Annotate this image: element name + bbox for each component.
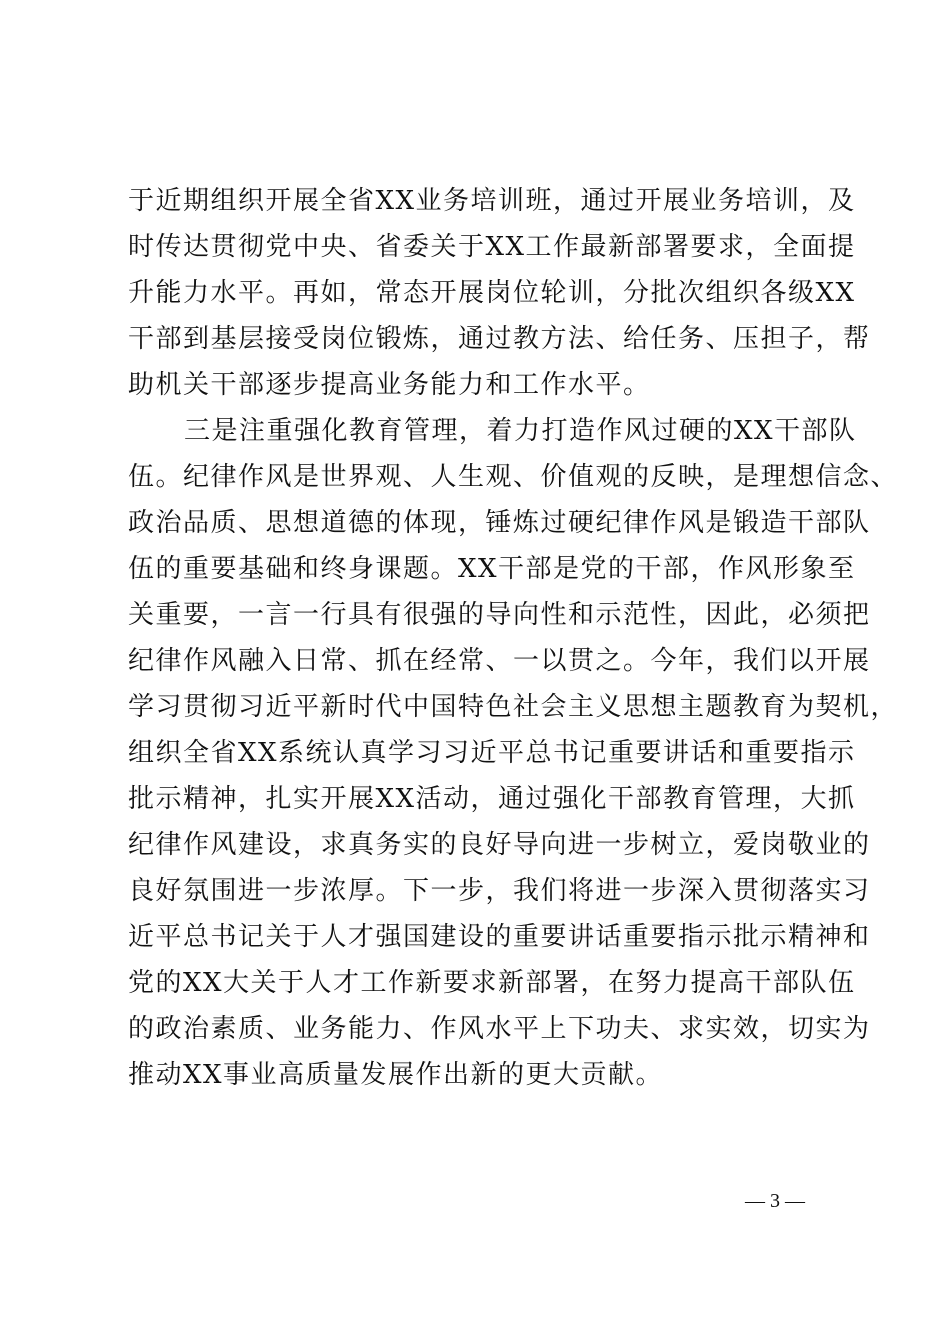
text-line: 时传达贯彻党中央、省委关于XX工作最新部署要求，全面提 bbox=[128, 232, 856, 262]
text-line: 近平总书记关于人才强国建设的重要讲话重要指示批示精神和 bbox=[128, 922, 871, 952]
text-line: 伍的重要基础和终身课题。XX干部是党的干部，作风形象至 bbox=[128, 554, 856, 584]
text-line: 关重要，一言一行具有很强的导向性和示范性，因此，必须把 bbox=[128, 600, 871, 630]
text-line: 学习贯彻习近平新时代中国特色社会主义思想主题教育为契机， bbox=[128, 692, 899, 722]
text-line: 于近期组织开展全省XX业务培训班，通过开展业务培训，及 bbox=[128, 186, 856, 216]
text-line: 政治品质、思想道德的体现，锤炼过硬纪律作风是锻造干部队 bbox=[128, 508, 871, 538]
text-line: 纪律作风建设，求真务实的良好导向进一步树立，爱岗敬业的 bbox=[128, 830, 871, 860]
text-line: 升能力水平。再如，常态开展岗位轮训，分批次组织各级XX bbox=[128, 278, 856, 308]
text-line: 伍。纪律作风是世界观、人生观、价值观的反映，是理想信念、 bbox=[128, 462, 899, 492]
text-line: 组织全省XX系统认真学习习近平总书记重要讲话和重要指示 bbox=[128, 738, 856, 768]
text-line: 干部到基层接受岗位锻炼，通过教方法、给任务、压担子，帮 bbox=[128, 324, 871, 354]
paragraph-start-line: 三是注重强化教育管理，着力打造作风过硬的XX干部队 bbox=[184, 416, 857, 446]
text-line: 良好氛围进一步浓厚。下一步，我们将进一步深入贯彻落实习 bbox=[128, 876, 871, 906]
text-line: 的政治素质、业务能力、作风水平上下功夫、求实效，切实为 bbox=[128, 1014, 871, 1044]
text-line: 党的XX大关于人才工作新要求新部署，在努力提高干部队伍 bbox=[128, 968, 856, 998]
body-text bbox=[128, 178, 899, 1098]
page-number: — 3 — bbox=[745, 1190, 805, 1212]
text-line: 纪律作风融入日常、抓在经常、一以贯之。今年，我们以开展 bbox=[128, 646, 871, 676]
text-line: 助机关干部逐步提高业务能力和工作水平。 bbox=[128, 370, 651, 400]
text-line: 批示精神，扎实开展XX活动，通过强化干部教育管理，大抓 bbox=[128, 784, 856, 814]
text-line: 推动XX事业高质量发展作出新的更大贡献。 bbox=[128, 1060, 664, 1090]
